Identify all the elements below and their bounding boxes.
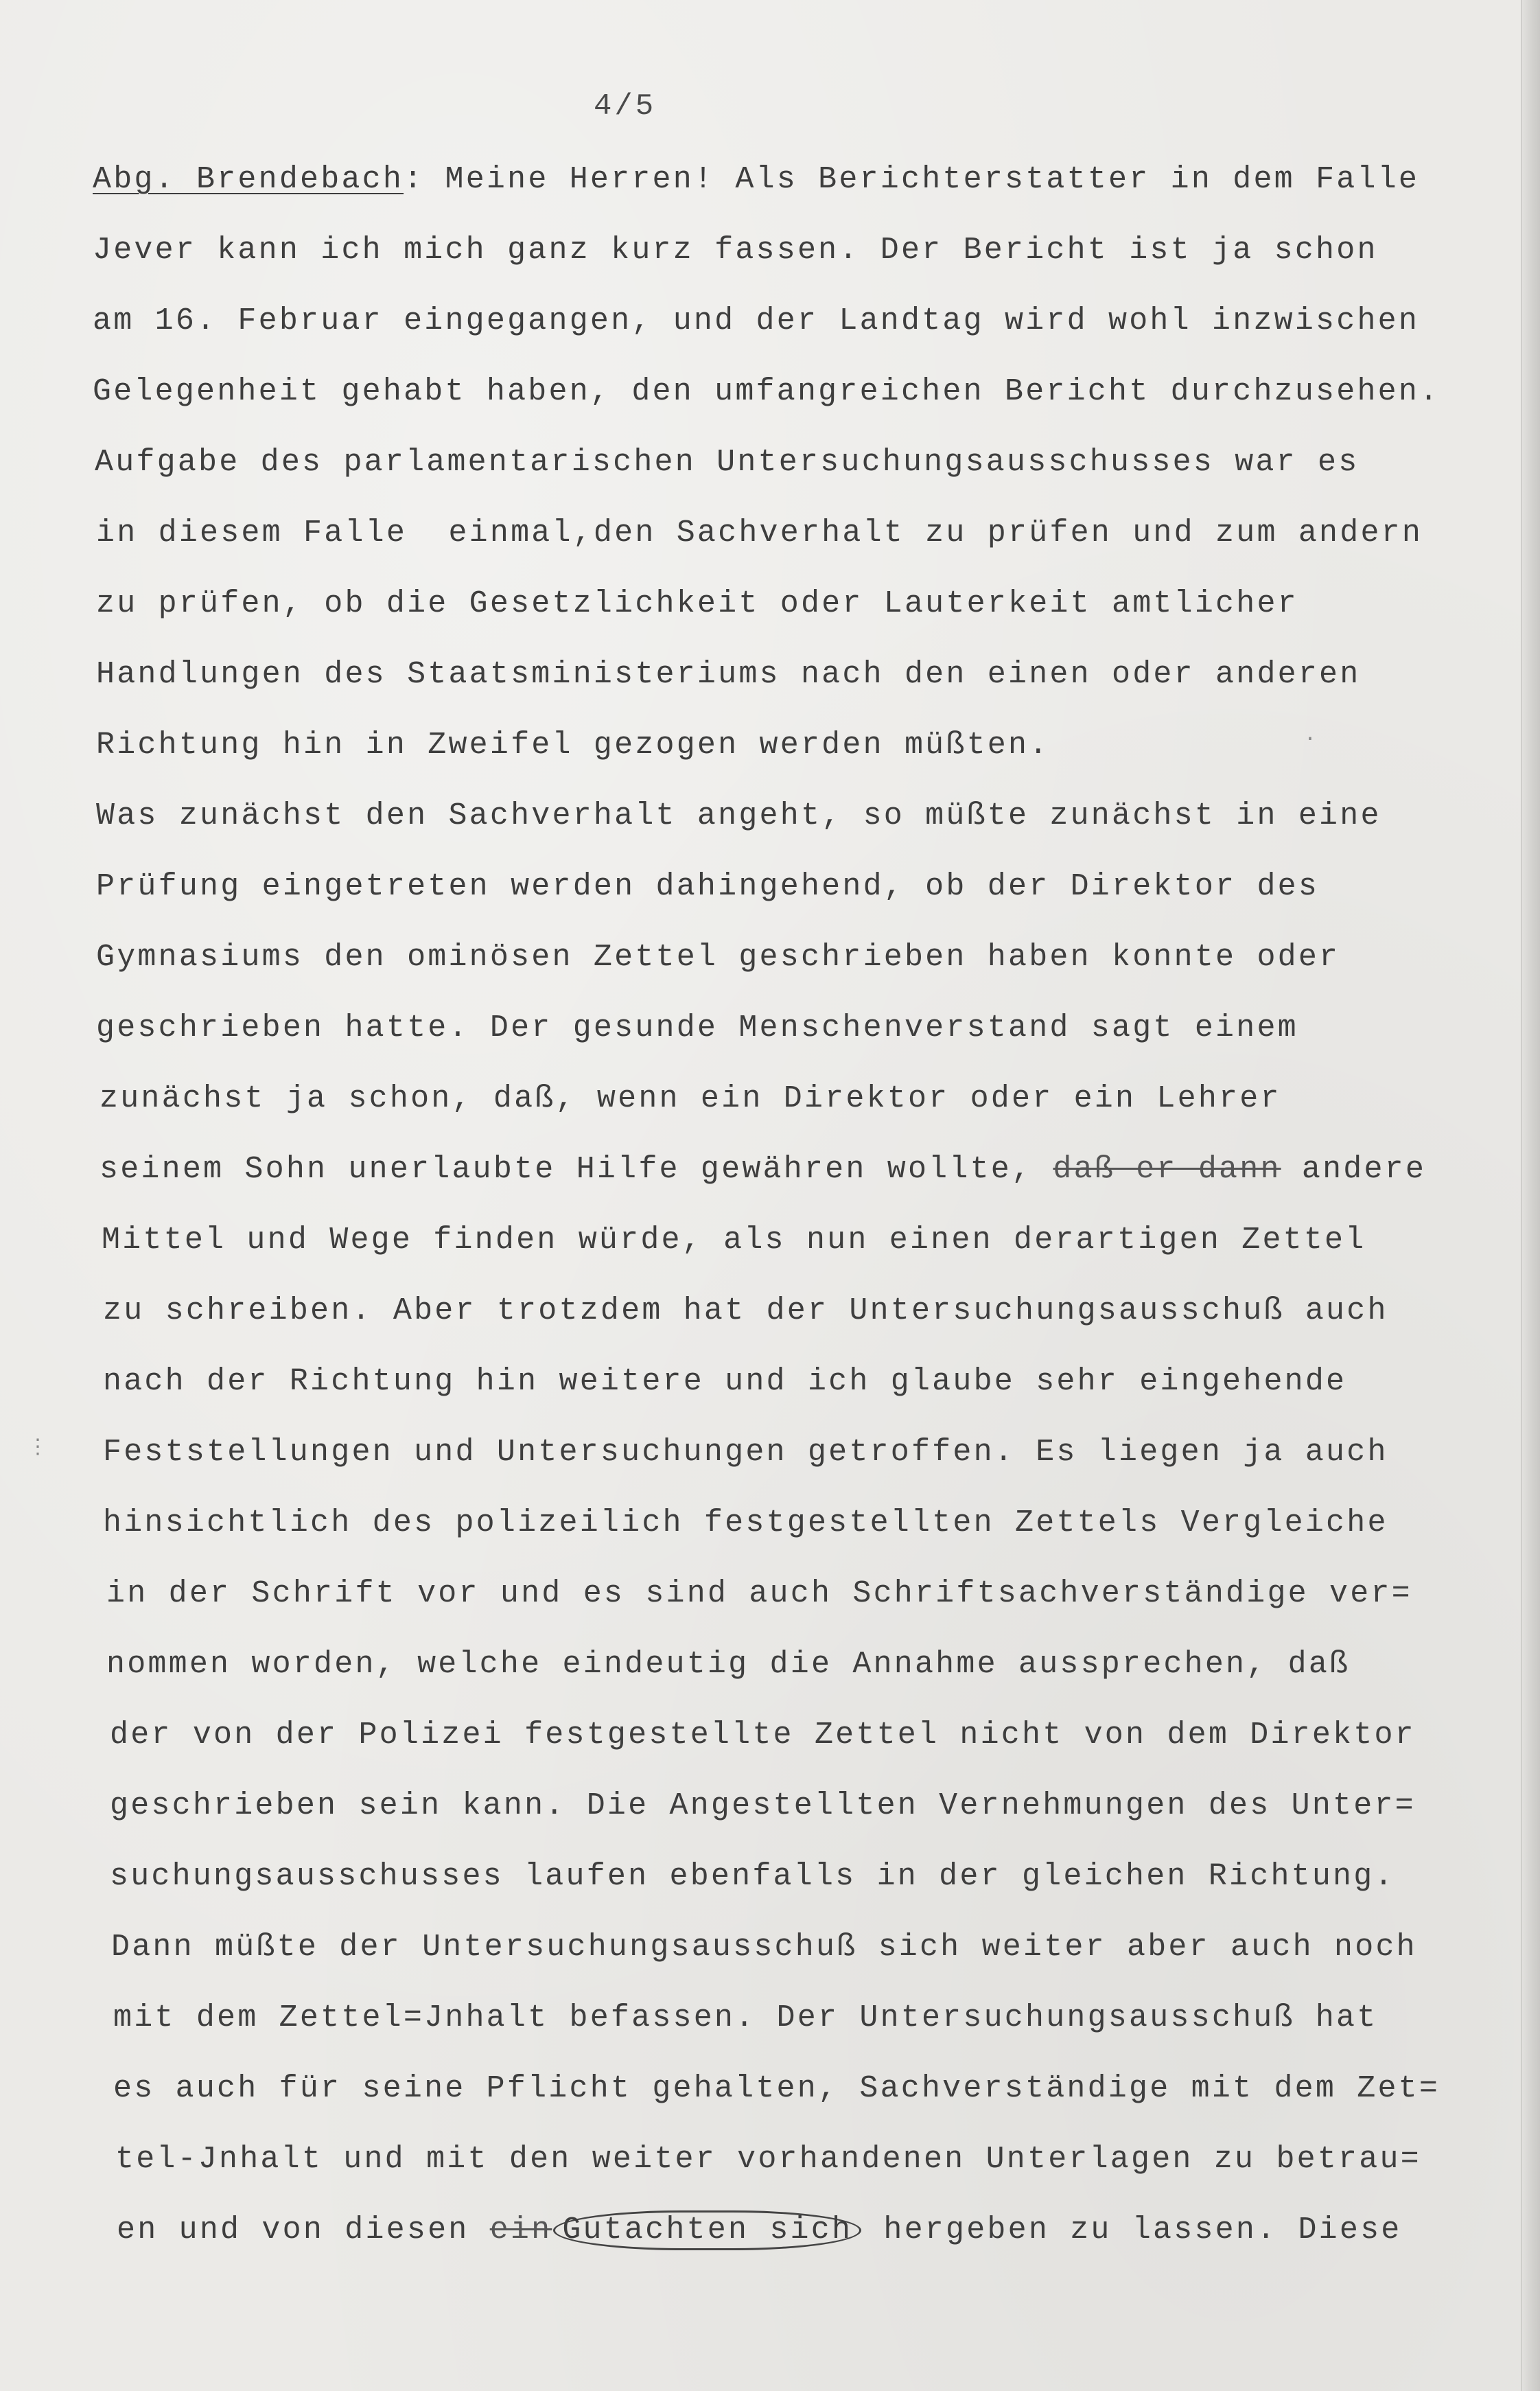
text-line-21: in der Schrift vor und es sind auch Schriftsachverständige ver=	[106, 1576, 1412, 1611]
text-line-17: zu schreiben. Aber trotzdem hat der Untersuchungsausschuß auch	[103, 1293, 1388, 1328]
speaker-name: Abg. Brendebach	[93, 162, 404, 197]
text-line-12: Gymnasiums den ominösen Zettel geschrieben haben konnte oder	[96, 940, 1340, 975]
stray-mark: ·	[1304, 728, 1317, 751]
text-line-13: geschrieben hatte. Der gesunde Menschenverstand sagt einem	[96, 1010, 1298, 1046]
page-number: 4/5	[594, 89, 657, 124]
text-line-15: seinem Sohn unerlaubte Hilfe gewähren wollte, daß er dann andere	[100, 1152, 1427, 1187]
speaker-colon: :	[404, 162, 445, 197]
text-line-16: Mittel und Wege finden würde, als nun einen derartigen Zettel	[102, 1223, 1366, 1258]
text-line-22: nommen worden, welche eindeutig die Annahme aussprechen, daß	[106, 1647, 1351, 1682]
margin-dots: ⋮	[27, 1437, 48, 1460]
text-line-7: zu prüfen, ob die Gesetzlichkeit oder Lauterkeit amtlicher	[96, 586, 1298, 621]
text-line-26: Dann müßte der Untersuchungsausschuß sich weiter aber auch noch	[111, 1930, 1417, 1965]
text-line-14: zunächst ja schon, daß, wenn ein Direktor oder ein Lehrer	[100, 1081, 1281, 1116]
text-line-3: am 16. Februar eingegangen, und der Landtag wird wohl inzwischen	[93, 303, 1420, 338]
text-line-23: der von der Polizei festgestellte Zettel nicht von dem Direktor	[110, 1718, 1416, 1753]
struck-text: daß er dann	[1053, 1152, 1281, 1187]
text-line-8: Handlungen des Staatsministeriums nach den einen oder anderen	[96, 657, 1361, 692]
text-line-24: geschrieben sein kann. Die Angestellten Vernehmungen des Unter=	[110, 1788, 1416, 1823]
text-line-5: Aufgabe des parlamentarischen Untersuchungsausschusses war es	[95, 445, 1360, 480]
text-line-11: Prüfung eingetreten werden dahingehend, ob der Direktor des	[96, 869, 1320, 904]
text-line-27: mit dem Zettel=Jnhalt befassen. Der Untersuchungsausschuß hat	[113, 2000, 1378, 2035]
text-line-9: Richtung hin in Zweifel gezogen werden müßten.	[96, 728, 1050, 763]
text-line-10: Was zunächst den Sachverhalt angeht, so müßte zunächst in eine	[96, 798, 1381, 833]
text-line-19: Feststellungen und Untersuchungen getroffen. Es liegen ja auch	[103, 1435, 1388, 1470]
text-line-29: tel-Jnhalt und mit den weiter vorhandenen Unterlagen zu betrau=	[115, 2142, 1421, 2177]
struck-word: ein	[489, 2213, 552, 2248]
text-line-18: nach der Richtung hin weitere und ich glaube sehr eingehende	[103, 1364, 1347, 1399]
text-line-20: hinsichtlich des polizeilich festgestellten Zettels Vergleiche	[103, 1505, 1388, 1540]
circled-phrase: Gutachten sich	[553, 2210, 861, 2250]
text-line-28: es auch für seine Pflicht gehalten, Sachverständige mit dem Zet=	[113, 2071, 1440, 2106]
text-line-1: Abg. Brendebach: Meine Herren! Als Berichterstatter in dem Falle	[93, 162, 1420, 197]
text-line-4: Gelegenheit gehabt haben, den umfangreichen Bericht durchzusehen.	[93, 374, 1440, 409]
text-line-30: en und von diesen ein Gutachten sich hergeben zu lassen. Diese	[117, 2210, 1402, 2251]
text-line-6: in diesem Falle einmal,den Sachverhalt zu prüfen und zum andern	[96, 516, 1423, 551]
page-edge	[1521, 0, 1540, 2391]
text-line-25: suchungsausschusses laufen ebenfalls in der gleichen Richtung.	[110, 1859, 1395, 1894]
text-line-2: Jever kann ich mich ganz kurz fassen. Der Bericht ist ja schon	[93, 233, 1378, 268]
